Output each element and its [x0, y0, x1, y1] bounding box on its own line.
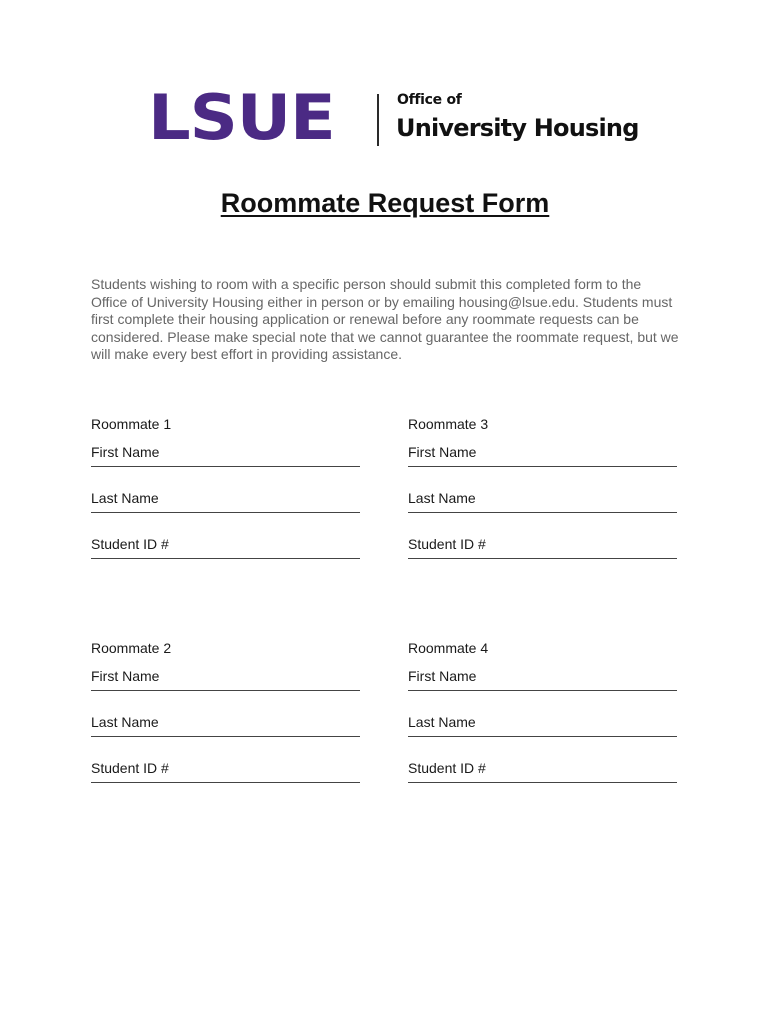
roommate-4-student-id-field[interactable]	[408, 782, 677, 783]
roommate-2-last-name-label: Last Name	[91, 714, 159, 730]
lsue-housing-logo	[148, 81, 639, 154]
roommate-1-section	[91, 416, 371, 582]
roommate-1-last-name-label: Last Name	[91, 490, 159, 506]
roommate-3-section	[408, 416, 688, 582]
roommate-2-heading: Roommate 2	[91, 640, 172, 656]
roommate-2-first-name-label: First Name	[91, 668, 160, 684]
roommate-3-student-id-label: Student ID #	[408, 536, 486, 552]
roommate-1-heading: Roommate 1	[91, 416, 172, 432]
lsue-logo-mark: LSUE	[148, 81, 335, 154]
roommate-3-last-name-label: Last Name	[408, 490, 476, 506]
form-instructions: Students wishing to room with a specific person should submit this completed form to the Office of University Housing either in person or by emailing housing@lsue.edu. Students must first complete their housing application or renewal before any roommate requests can be considered. Please make special note that we cannot guarantee the roommate request, but we will make every best effort in providing assistance.	[91, 276, 679, 362]
roommate-2-student-id-label: Student ID #	[91, 760, 169, 776]
roommate-4-first-name-field[interactable]	[408, 690, 677, 691]
roommate-1-first-name-label: First Name	[91, 444, 160, 460]
roommate-4-first-name-label: First Name	[408, 668, 477, 684]
roommate-2-last-name-field[interactable]	[91, 736, 360, 737]
form-title: Roommate Request Form	[220, 188, 550, 218]
roommate-3-student-id-field[interactable]	[408, 558, 677, 559]
roommate-3-heading: Roommate 3	[408, 416, 489, 432]
roommate-4-section	[408, 640, 688, 806]
roommate-4-last-name-field[interactable]	[408, 736, 677, 737]
roommate-1-last-name-field[interactable]	[91, 512, 360, 513]
university-housing-label: University Housing	[396, 114, 639, 142]
roommate-2-first-name-field[interactable]	[91, 690, 360, 691]
roommate-3-first-name-field[interactable]	[408, 466, 677, 467]
roommate-4-last-name-label: Last Name	[408, 714, 476, 730]
roommate-1-student-id-label: Student ID #	[91, 536, 169, 552]
office-of-label: Office of	[397, 92, 462, 108]
roommate-2-student-id-field[interactable]	[91, 782, 360, 783]
roommate-3-first-name-label: First Name	[408, 444, 477, 460]
roommate-4-student-id-label: Student ID #	[408, 760, 486, 776]
roommate-1-student-id-field[interactable]	[91, 558, 360, 559]
logo-divider	[377, 94, 379, 146]
roommate-3-last-name-field[interactable]	[408, 512, 677, 513]
roommate-4-heading: Roommate 4	[408, 640, 489, 656]
roommate-1-first-name-field[interactable]	[91, 466, 360, 467]
roommate-2-section	[91, 640, 371, 806]
